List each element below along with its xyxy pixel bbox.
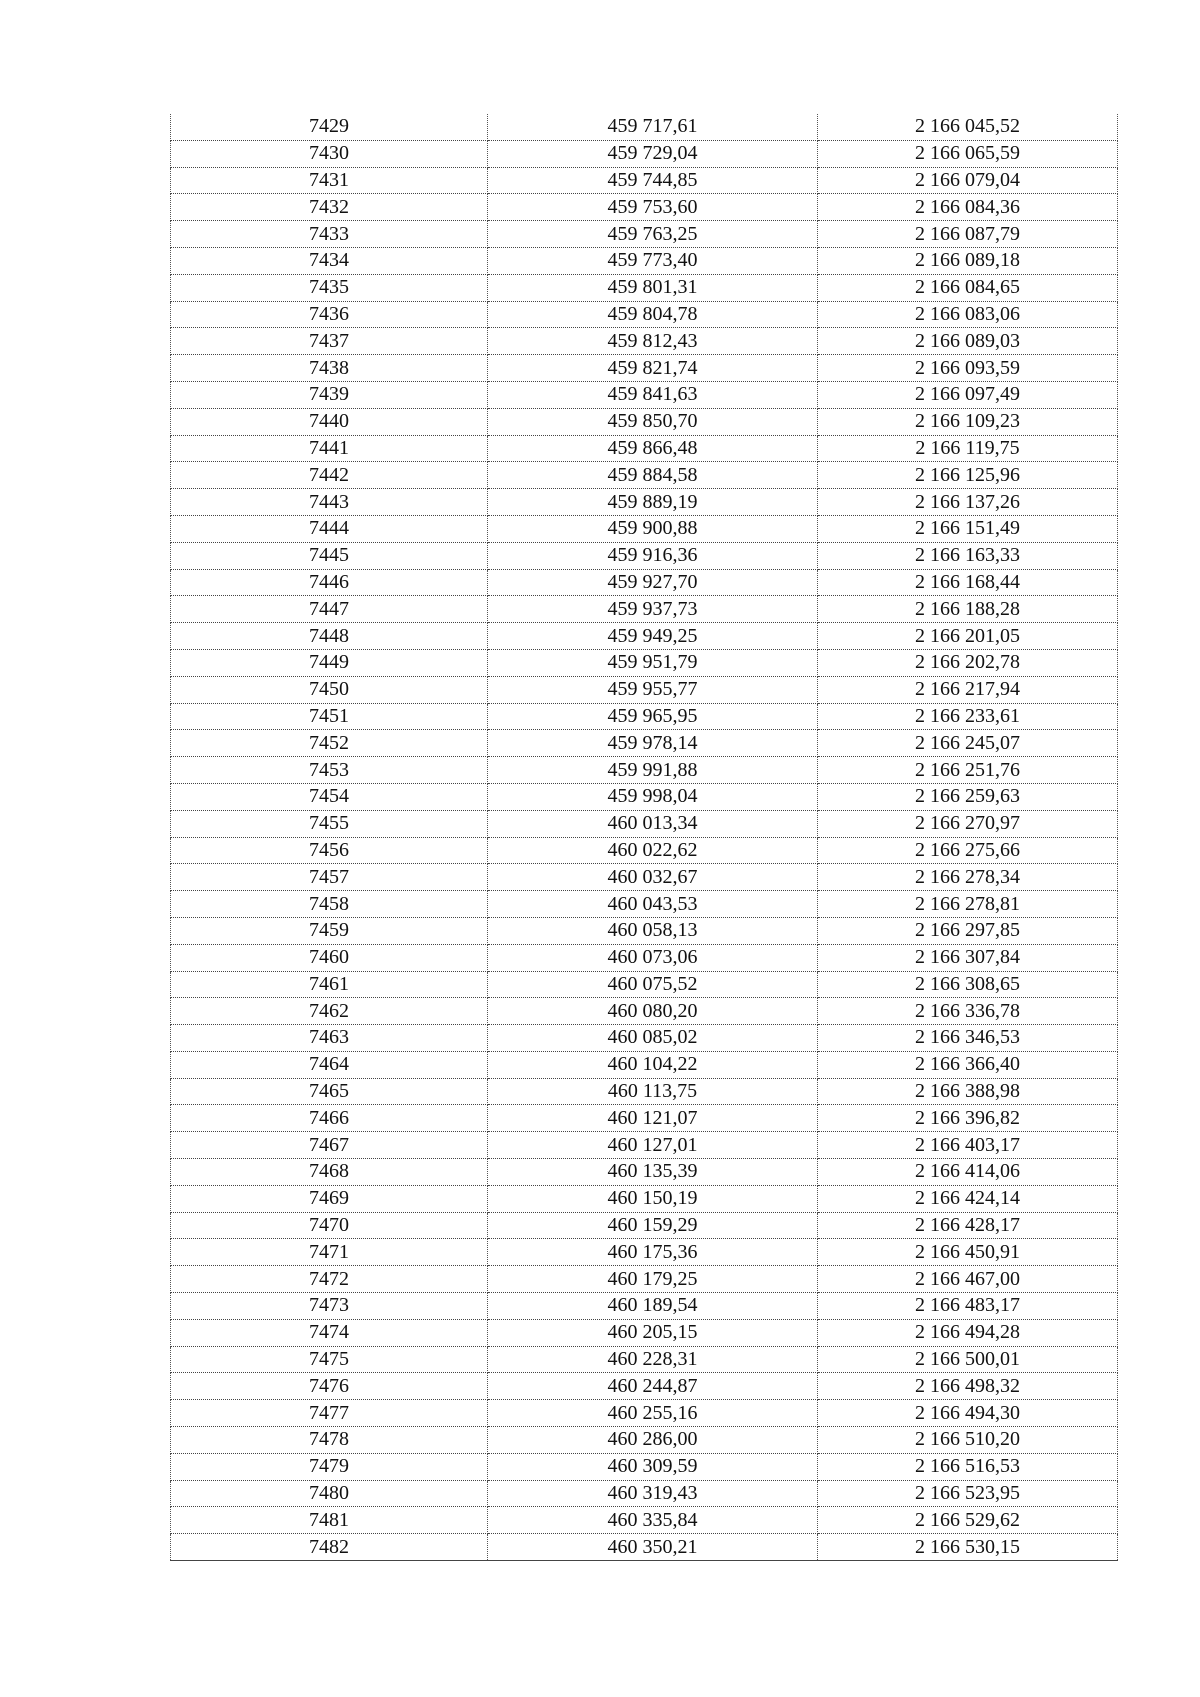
x-coordinate-cell: 460 150,19: [488, 1185, 818, 1212]
y-coordinate-cell: 2 166 498,32: [818, 1373, 1118, 1400]
y-coordinate-cell: 2 166 396,82: [818, 1105, 1118, 1132]
point-number-cell: 7467: [171, 1132, 488, 1159]
table-row: [171, 596, 1118, 623]
x-coordinate-cell: 459 900,88: [488, 515, 818, 542]
y-coordinate-cell: 2 166 483,17: [818, 1293, 1118, 1320]
y-coordinate-cell: 2 166 251,76: [818, 757, 1118, 784]
y-coordinate-cell: 2 166 093,59: [818, 355, 1118, 382]
table-row: [171, 757, 1118, 784]
x-coordinate-cell: 460 032,67: [488, 864, 818, 891]
table-row: [171, 1051, 1118, 1078]
point-number-cell: 7441: [171, 435, 488, 462]
x-coordinate-cell: 460 255,16: [488, 1400, 818, 1427]
y-coordinate-cell: 2 166 336,78: [818, 998, 1118, 1025]
x-coordinate-cell: 459 773,40: [488, 247, 818, 274]
point-number-cell: 7481: [171, 1507, 488, 1534]
y-coordinate-cell: 2 166 307,84: [818, 944, 1118, 971]
y-coordinate-cell: 2 166 125,96: [818, 462, 1118, 489]
point-number-cell: 7468: [171, 1159, 488, 1186]
table-row: [171, 917, 1118, 944]
table-row: [171, 542, 1118, 569]
table-row: [171, 730, 1118, 757]
point-number-cell: 7431: [171, 167, 488, 194]
y-coordinate-cell: 2 166 278,34: [818, 864, 1118, 891]
y-coordinate-cell: 2 166 308,65: [818, 971, 1118, 998]
table-row: [171, 569, 1118, 596]
table-row: [171, 1185, 1118, 1212]
y-coordinate-cell: 2 166 245,07: [818, 730, 1118, 757]
x-coordinate-cell: 460 080,20: [488, 998, 818, 1025]
point-number-cell: 7474: [171, 1319, 488, 1346]
x-coordinate-cell: 460 127,01: [488, 1132, 818, 1159]
y-coordinate-cell: 2 166 530,15: [818, 1534, 1118, 1561]
y-coordinate-cell: 2 166 202,78: [818, 649, 1118, 676]
y-coordinate-cell: 2 166 523,95: [818, 1480, 1118, 1507]
point-number-cell: 7459: [171, 917, 488, 944]
x-coordinate-cell: 459 850,70: [488, 408, 818, 435]
y-coordinate-cell: 2 166 403,17: [818, 1132, 1118, 1159]
y-coordinate-cell: 2 166 297,85: [818, 917, 1118, 944]
table-row: [171, 1427, 1118, 1454]
x-coordinate-cell: 460 350,21: [488, 1534, 818, 1561]
x-coordinate-cell: 460 073,06: [488, 944, 818, 971]
x-coordinate-cell: 459 812,43: [488, 328, 818, 355]
point-number-cell: 7475: [171, 1346, 488, 1373]
x-coordinate-cell: 459 866,48: [488, 435, 818, 462]
point-number-cell: 7452: [171, 730, 488, 757]
y-coordinate-cell: 2 166 366,40: [818, 1051, 1118, 1078]
point-number-cell: 7458: [171, 891, 488, 918]
point-number-cell: 7448: [171, 623, 488, 650]
x-coordinate-cell: 460 058,13: [488, 917, 818, 944]
y-coordinate-cell: 2 166 151,49: [818, 515, 1118, 542]
table-row: [171, 837, 1118, 864]
table-row: [171, 274, 1118, 301]
x-coordinate-cell: 459 821,74: [488, 355, 818, 382]
point-number-cell: 7465: [171, 1078, 488, 1105]
y-coordinate-cell: 2 166 065,59: [818, 140, 1118, 167]
y-coordinate-cell: 2 166 089,03: [818, 328, 1118, 355]
x-coordinate-cell: 459 729,04: [488, 140, 818, 167]
x-coordinate-cell: 459 916,36: [488, 542, 818, 569]
table-row: [171, 891, 1118, 918]
point-number-cell: 7462: [171, 998, 488, 1025]
x-coordinate-cell: 459 717,61: [488, 114, 818, 140]
table-row: [171, 649, 1118, 676]
point-number-cell: 7451: [171, 703, 488, 730]
table-row: [171, 1400, 1118, 1427]
y-coordinate-cell: 2 166 188,28: [818, 596, 1118, 623]
x-coordinate-cell: 459 763,25: [488, 221, 818, 248]
x-coordinate-cell: 459 991,88: [488, 757, 818, 784]
point-number-cell: 7450: [171, 676, 488, 703]
x-coordinate-cell: 460 309,59: [488, 1453, 818, 1480]
table-row: [171, 247, 1118, 274]
point-number-cell: 7464: [171, 1051, 488, 1078]
table-row: [171, 1373, 1118, 1400]
table-row: [171, 515, 1118, 542]
point-number-cell: 7435: [171, 274, 488, 301]
point-number-cell: 7454: [171, 783, 488, 810]
x-coordinate-cell: 460 319,43: [488, 1480, 818, 1507]
x-coordinate-cell: 459 804,78: [488, 301, 818, 328]
y-coordinate-cell: 2 166 529,62: [818, 1507, 1118, 1534]
x-coordinate-cell: 459 951,79: [488, 649, 818, 676]
table-row: [171, 1159, 1118, 1186]
point-number-cell: 7455: [171, 810, 488, 837]
y-coordinate-cell: 2 166 388,98: [818, 1078, 1118, 1105]
table-row: [171, 623, 1118, 650]
point-number-cell: 7443: [171, 489, 488, 516]
y-coordinate-cell: 2 166 079,04: [818, 167, 1118, 194]
table-row: [171, 462, 1118, 489]
point-number-cell: 7440: [171, 408, 488, 435]
coordinates-table-body: [171, 114, 1118, 1561]
table-row: [171, 167, 1118, 194]
table-row: [171, 1346, 1118, 1373]
point-number-cell: 7478: [171, 1427, 488, 1454]
x-coordinate-cell: 460 075,52: [488, 971, 818, 998]
x-coordinate-cell: 460 286,00: [488, 1427, 818, 1454]
point-number-cell: 7429: [171, 114, 488, 140]
point-number-cell: 7442: [171, 462, 488, 489]
y-coordinate-cell: 2 166 516,53: [818, 1453, 1118, 1480]
x-coordinate-cell: 460 335,84: [488, 1507, 818, 1534]
point-number-cell: 7476: [171, 1373, 488, 1400]
y-coordinate-cell: 2 166 450,91: [818, 1239, 1118, 1266]
point-number-cell: 7436: [171, 301, 488, 328]
table-row: [171, 381, 1118, 408]
y-coordinate-cell: 2 166 270,97: [818, 810, 1118, 837]
y-coordinate-cell: 2 166 084,65: [818, 274, 1118, 301]
x-coordinate-cell: 460 159,29: [488, 1212, 818, 1239]
table-row: [171, 408, 1118, 435]
table-row: [171, 676, 1118, 703]
y-coordinate-cell: 2 166 259,63: [818, 783, 1118, 810]
y-coordinate-cell: 2 166 275,66: [818, 837, 1118, 864]
y-coordinate-cell: 2 166 087,79: [818, 221, 1118, 248]
table-row: [171, 1212, 1118, 1239]
x-coordinate-cell: 460 135,39: [488, 1159, 818, 1186]
y-coordinate-cell: 2 166 201,05: [818, 623, 1118, 650]
point-number-cell: 7466: [171, 1105, 488, 1132]
table-row: [171, 435, 1118, 462]
x-coordinate-cell: 460 113,75: [488, 1078, 818, 1105]
point-number-cell: 7472: [171, 1266, 488, 1293]
table-row: [171, 1534, 1118, 1561]
x-coordinate-cell: 459 949,25: [488, 623, 818, 650]
x-coordinate-cell: 460 205,15: [488, 1319, 818, 1346]
x-coordinate-cell: 459 937,73: [488, 596, 818, 623]
table-row: [171, 783, 1118, 810]
table-row: [171, 489, 1118, 516]
y-coordinate-cell: 2 166 163,33: [818, 542, 1118, 569]
point-number-cell: 7444: [171, 515, 488, 542]
table-row: [171, 1239, 1118, 1266]
x-coordinate-cell: 459 744,85: [488, 167, 818, 194]
table-row: [171, 944, 1118, 971]
x-coordinate-cell: 459 753,60: [488, 194, 818, 221]
table-row: [171, 703, 1118, 730]
table-row: [171, 1507, 1118, 1534]
y-coordinate-cell: 2 166 109,23: [818, 408, 1118, 435]
table-row: [171, 864, 1118, 891]
y-coordinate-cell: 2 166 119,75: [818, 435, 1118, 462]
table-row: [171, 1132, 1118, 1159]
point-number-cell: 7447: [171, 596, 488, 623]
x-coordinate-cell: 459 927,70: [488, 569, 818, 596]
table-row: [171, 114, 1118, 140]
point-number-cell: 7430: [171, 140, 488, 167]
y-coordinate-cell: 2 166 467,00: [818, 1266, 1118, 1293]
x-coordinate-cell: 460 121,07: [488, 1105, 818, 1132]
point-number-cell: 7437: [171, 328, 488, 355]
point-number-cell: 7473: [171, 1293, 488, 1320]
x-coordinate-cell: 459 965,95: [488, 703, 818, 730]
y-coordinate-cell: 2 166 278,81: [818, 891, 1118, 918]
point-number-cell: 7434: [171, 247, 488, 274]
y-coordinate-cell: 2 166 137,26: [818, 489, 1118, 516]
x-coordinate-cell: 459 955,77: [488, 676, 818, 703]
table-row: [171, 301, 1118, 328]
table-row: [171, 194, 1118, 221]
table-row: [171, 1480, 1118, 1507]
x-coordinate-cell: 460 179,25: [488, 1266, 818, 1293]
x-coordinate-cell: 459 998,04: [488, 783, 818, 810]
point-number-cell: 7433: [171, 221, 488, 248]
point-number-cell: 7457: [171, 864, 488, 891]
table-row: [171, 1266, 1118, 1293]
x-coordinate-cell: 460 022,62: [488, 837, 818, 864]
y-coordinate-cell: 2 166 346,53: [818, 1025, 1118, 1052]
table-row: [171, 971, 1118, 998]
point-number-cell: 7445: [171, 542, 488, 569]
point-number-cell: 7469: [171, 1185, 488, 1212]
y-coordinate-cell: 2 166 428,17: [818, 1212, 1118, 1239]
table-row: [171, 1319, 1118, 1346]
point-number-cell: 7480: [171, 1480, 488, 1507]
y-coordinate-cell: 2 166 217,94: [818, 676, 1118, 703]
x-coordinate-cell: 460 043,53: [488, 891, 818, 918]
table-row: [171, 998, 1118, 1025]
table-row: [171, 1078, 1118, 1105]
x-coordinate-cell: 459 884,58: [488, 462, 818, 489]
x-coordinate-cell: 460 085,02: [488, 1025, 818, 1052]
y-coordinate-cell: 2 166 045,52: [818, 114, 1118, 140]
y-coordinate-cell: 2 166 424,14: [818, 1185, 1118, 1212]
y-coordinate-cell: 2 166 414,06: [818, 1159, 1118, 1186]
x-coordinate-cell: 460 228,31: [488, 1346, 818, 1373]
y-coordinate-cell: 2 166 233,61: [818, 703, 1118, 730]
point-number-cell: 7439: [171, 381, 488, 408]
y-coordinate-cell: 2 166 510,20: [818, 1427, 1118, 1454]
point-number-cell: 7461: [171, 971, 488, 998]
table-row: [171, 355, 1118, 382]
x-coordinate-cell: 459 841,63: [488, 381, 818, 408]
point-number-cell: 7460: [171, 944, 488, 971]
x-coordinate-cell: 460 104,22: [488, 1051, 818, 1078]
table-row: [171, 1453, 1118, 1480]
table-row: [171, 140, 1118, 167]
table-row: [171, 810, 1118, 837]
point-number-cell: 7471: [171, 1239, 488, 1266]
x-coordinate-cell: 460 013,34: [488, 810, 818, 837]
point-number-cell: 7449: [171, 649, 488, 676]
point-number-cell: 7477: [171, 1400, 488, 1427]
x-coordinate-cell: 460 189,54: [488, 1293, 818, 1320]
table-row: [171, 1293, 1118, 1320]
y-coordinate-cell: 2 166 097,49: [818, 381, 1118, 408]
x-coordinate-cell: 459 889,19: [488, 489, 818, 516]
x-coordinate-cell: 459 978,14: [488, 730, 818, 757]
y-coordinate-cell: 2 166 084,36: [818, 194, 1118, 221]
table-row: [171, 1105, 1118, 1132]
y-coordinate-cell: 2 166 089,18: [818, 247, 1118, 274]
x-coordinate-cell: 460 175,36: [488, 1239, 818, 1266]
y-coordinate-cell: 2 166 494,30: [818, 1400, 1118, 1427]
point-number-cell: 7453: [171, 757, 488, 784]
coordinates-table: [170, 114, 1118, 1561]
x-coordinate-cell: 460 244,87: [488, 1373, 818, 1400]
table-row: [171, 328, 1118, 355]
y-coordinate-cell: 2 166 500,01: [818, 1346, 1118, 1373]
point-number-cell: 7479: [171, 1453, 488, 1480]
y-coordinate-cell: 2 166 168,44: [818, 569, 1118, 596]
point-number-cell: 7482: [171, 1534, 488, 1561]
table-row: [171, 221, 1118, 248]
point-number-cell: 7446: [171, 569, 488, 596]
y-coordinate-cell: 2 166 083,06: [818, 301, 1118, 328]
x-coordinate-cell: 459 801,31: [488, 274, 818, 301]
point-number-cell: 7432: [171, 194, 488, 221]
point-number-cell: 7438: [171, 355, 488, 382]
point-number-cell: 7463: [171, 1025, 488, 1052]
table-row: [171, 1025, 1118, 1052]
point-number-cell: 7456: [171, 837, 488, 864]
point-number-cell: 7470: [171, 1212, 488, 1239]
y-coordinate-cell: 2 166 494,28: [818, 1319, 1118, 1346]
